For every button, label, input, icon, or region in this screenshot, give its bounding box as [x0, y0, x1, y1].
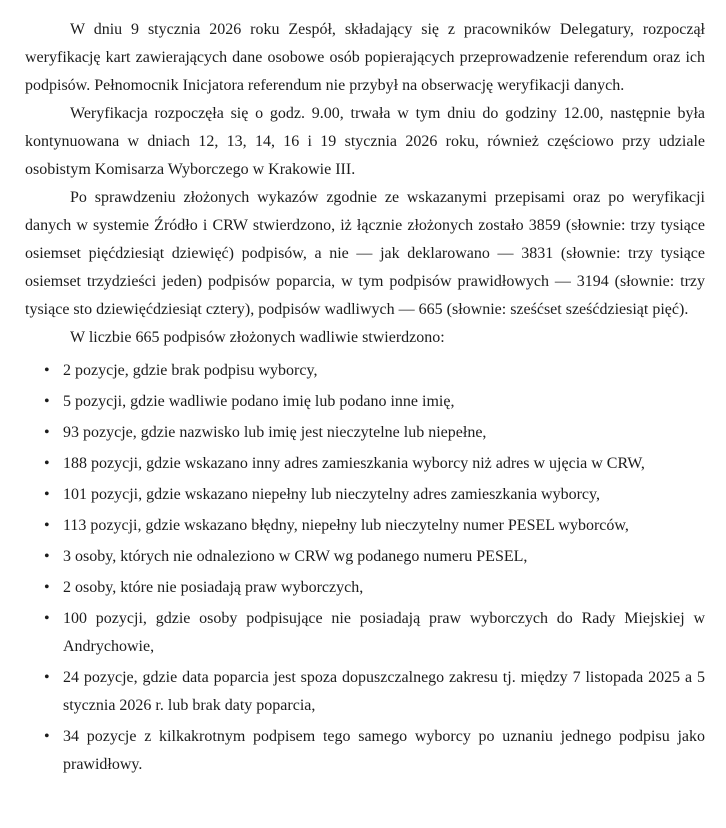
defect-item [25, 543, 705, 571]
bullet-icon: • [44, 362, 50, 379]
defect-item-text: 2 pozycje, gdzie brak podpisu wyborcy, [63, 362, 318, 379]
defect-item [25, 357, 705, 385]
bullet-icon: • [44, 728, 50, 745]
defect-item-text: 24 pozycje, gdzie data poparcia jest spoza dopuszczalnego zakresu tj. między 7 listopada 2025 a 5 stycznia 2026 r. lub brak daty poparcia, [63, 669, 705, 714]
bullet-icon: • [44, 548, 50, 565]
paragraph-verification-schedule: Weryfikacja rozpoczęła się o godz. 9.00, trwała w tym dniu do godziny 12.00, następnie była kontynuowana w dniach 12, 13, 14, 16 i 19 stycznia 2026 roku, również częściowo przy udziale osobistym Komisarza Wyborczego w Krakowie III. [25, 105, 705, 178]
bullet-icon: • [44, 424, 50, 441]
defect-item [25, 605, 705, 661]
defect-item [25, 664, 705, 720]
bullet-icon: • [44, 486, 50, 503]
defect-item-text: 93 pozycje, gdzie nazwisko lub imię jest nieczytelne lub niepełne, [63, 424, 487, 441]
bullet-icon: • [44, 517, 50, 534]
defect-item [25, 512, 705, 540]
bullet-icon: • [44, 669, 50, 686]
bullet-icon: • [44, 393, 50, 410]
bullet-icon: • [44, 455, 50, 472]
defect-item-text: 100 pozycji, gdzie osoby podpisujące nie posiadają praw wyborczych do Rady Miejskiej w Andrychowie, [63, 610, 705, 655]
defect-item-text: 3 osoby, których nie odnaleziono w CRW wg podanego numeru PESEL, [63, 548, 528, 565]
defects-list [25, 357, 705, 779]
defect-item-text: 5 pozycji, gdzie wadliwie podano imię lub podano inne imię, [63, 393, 455, 410]
defect-item [25, 574, 705, 602]
defect-item-text: 101 pozycji, gdzie wskazano niepełny lub nieczytelny adres zamieszkania wyborcy, [63, 486, 600, 503]
defect-item-text: 113 pozycji, gdzie wskazano błędny, niepełny lub nieczytelny numer PESEL wyborców, [63, 517, 629, 534]
paragraph-verification-start: W dniu 9 stycznia 2026 roku Zespół, składający się z pracowników Delegatury, rozpoczął weryfikację kart zawierających dane osobowe osób popierających przeprowadzenie referendum oraz ich podpisów. Pełnomocnik Inicjatora referendum nie przybył na obserwację weryfikacji danych. [25, 21, 705, 94]
defect-item [25, 450, 705, 478]
paragraph-verification-results: Po sprawdzeniu złożonych wykazów zgodnie ze wskazanymi przepisami oraz po weryfikacji danych w systemie Źródło i CRW stwierdzono, iż łącznie złożonych zostało 3859 (słownie: trzy tysiące osiemset pięćdziesiąt dziewięć) podpisów, a nie — jak deklarowano — 3831 (słownie: trzy tysiące osiemset trzydzieści jeden) podpisów poparcia, w tym podpisów prawidłowych — 3194 (słownie: trzy tysiące sto dziewięćdziesiąt cztery), podpisów wadliwych — 665 (słownie: sześćset sześćdziesiąt pięć). [25, 189, 705, 318]
bullet-icon: • [44, 579, 50, 596]
defect-item [25, 481, 705, 509]
defect-item-text: 188 pozycji, gdzie wskazano inny adres zamieszkania wyborcy niż adres w ujęcia w CRW, [63, 455, 645, 472]
defect-item [25, 419, 705, 447]
bullet-icon: • [44, 610, 50, 627]
defect-item [25, 388, 705, 416]
defect-item-text: 2 osoby, które nie posiadają praw wyborczych, [63, 579, 364, 596]
defect-item [25, 723, 705, 779]
paragraph-defects-heading: W liczbie 665 podpisów złożonych wadliwie stwierdzono: [70, 329, 445, 346]
defect-item-text: 34 pozycje z kilkakrotnym podpisem tego samego wyborcy po uznaniu jednego podpisu jako prawidłowy. [63, 728, 705, 773]
